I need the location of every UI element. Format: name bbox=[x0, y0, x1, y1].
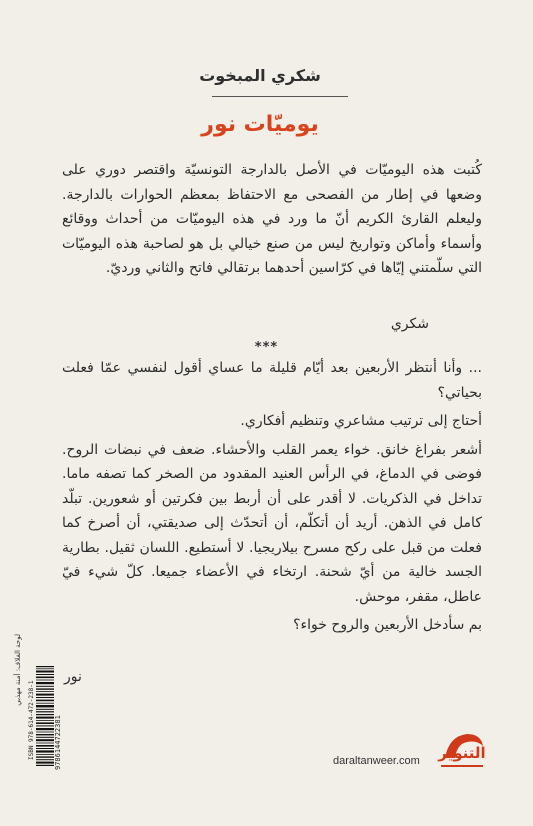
barcode-number: 9786144722381 bbox=[54, 715, 62, 770]
author-name: شكري المبخوت bbox=[199, 66, 321, 85]
section-separator: *** bbox=[254, 340, 279, 355]
title-divider bbox=[212, 96, 348, 97]
excerpt-paragraph: ... وأنا أنتظر الأربعين بعد أيّام قليلة ما عساي أقول لنفسي عمّا فعلت بحياتي؟ bbox=[62, 360, 482, 401]
cover-credit: لوحة الغلاف: أمنة مهذبي bbox=[14, 634, 22, 706]
barcode bbox=[36, 666, 54, 766]
excerpt bbox=[62, 356, 482, 642]
publisher-website: daraltanweer.com bbox=[333, 755, 420, 767]
intro-paragraph: كُتبت هذه اليوميّات في الأصل بالدارجة التونسيّة واقتصر دوري على وضعها في إطار من الفصحى مع الاحتفاظ بمعظم الحوارات بالدارجة. وليعلم القارئ الكريم أنّ ما ورد في هذه اليوميّات من أحداث ووقائع وأسماء وأماكن وتواريخ ليس من صنع خيالي بل هو لصاحبة هذه اليوميّات التي سلّمتني إيّاها في كرّاسين أحدهما برتقالي فاتح والثاني ورديّ. bbox=[62, 162, 482, 276]
intro-signature: شكري bbox=[390, 316, 429, 332]
book-title: يوميّات نور bbox=[201, 112, 319, 137]
excerpt-signature: نور bbox=[64, 669, 82, 685]
excerpt-paragraph: أحتاج إلى ترتيب مشاعري وتنظيم أفكاري. bbox=[240, 413, 482, 429]
publisher-logo-text: التنوير bbox=[438, 744, 486, 762]
excerpt-paragraph: أشعر بفراغ خانق. خواء يعمر القلب والأحشاء. ضعف في نبضات الروح. فوضى في الدماغ، في الرأس العنيد المقدود من الصخر كما تصفه ماما. تداخل في الذكريات. لا أقدر على أن أربط بين فكرتين أو شعورين. تبلّد كامل في الذهن. أريد أن أتكلّم، أن أتحدّث إلى صديقتي، أن أصرخ كما فعلت من قبل على ركح مسرح بيلاريجيا. لا أستطيع. اللسان ثقيل. بطارية الجسد خالية من أيّ شحنة. ارتخاء في الأعضاء جميعا. كلّ شيء فيّ عاطل، مقفر، موحش. bbox=[62, 441, 482, 605]
isbn-label: ISBN 978-614-472-238-1 bbox=[28, 680, 35, 760]
excerpt-paragraph: بم سأدخل الأربعين والروح خواء؟ bbox=[293, 617, 482, 633]
